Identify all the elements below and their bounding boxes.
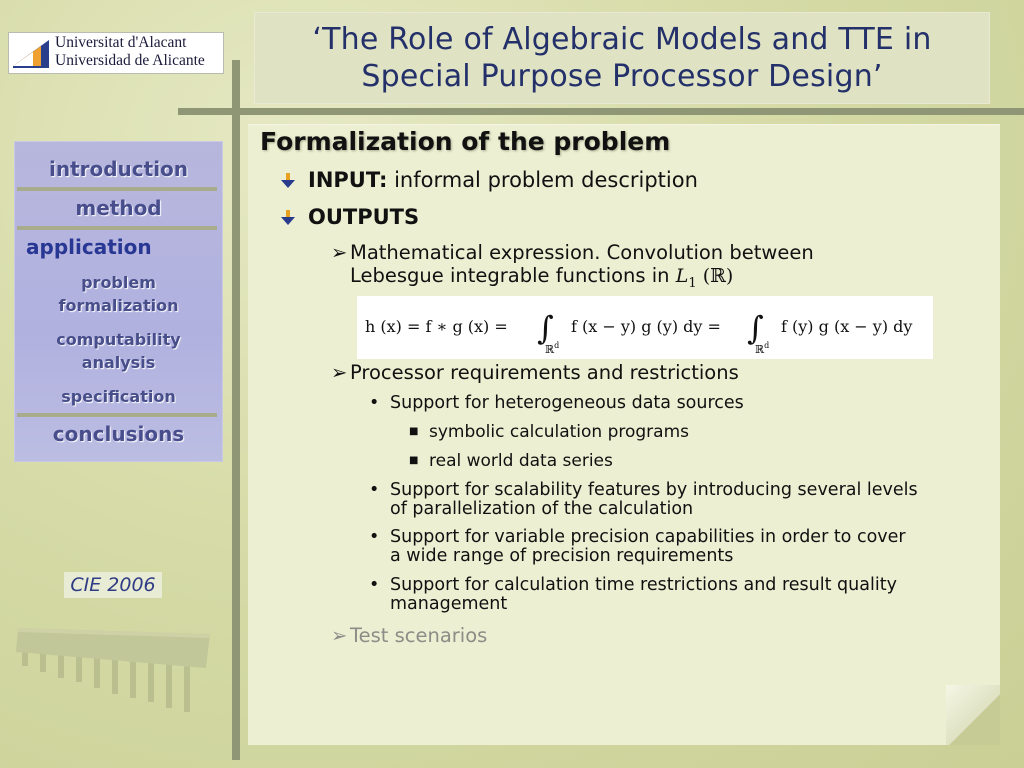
convolution-formula: [357, 296, 933, 359]
variable-precision-item: [390, 528, 906, 566]
hetero-sources-item: Support for heterogeneous data sources: [390, 393, 744, 413]
processor-requirements-item: Processor requirements and restrictions: [350, 361, 739, 384]
formula-integrand-1: f (x − y) g (y) dy =: [571, 317, 721, 336]
nav-formalization-label: formalization: [58, 296, 179, 315]
dot-bullet-icon: •: [369, 527, 380, 547]
section-heading: Formalization of the problem: [260, 127, 671, 156]
square-bullet-icon: ■: [409, 426, 419, 437]
scalability-item: [390, 481, 918, 519]
input-item: [308, 168, 698, 192]
dot-bullet-icon: •: [369, 393, 380, 413]
symbolic-programs-item: symbolic calculation programs: [429, 422, 690, 442]
space-letter: L: [675, 265, 689, 287]
formula-integrand-2: f (y) g (x − y) dy: [781, 317, 913, 336]
dot-bullet-icon: •: [369, 575, 380, 595]
math-expr-line-1: Mathematical expression. Convolution between: [350, 241, 814, 264]
space-reals: (ℝ): [702, 265, 734, 287]
test-scenarios-item: Test scenarios: [350, 624, 488, 647]
precision-line-1: Support for variable precision capabilities in order to cover: [390, 527, 906, 547]
integral-domain: ℝ: [755, 343, 765, 356]
input-label: INPUT:: [308, 168, 388, 192]
svg-text:ℝd: [545, 341, 559, 356]
nav-analysis-label: analysis: [81, 353, 156, 372]
chevron-right-icon: ➢: [331, 241, 348, 264]
nav-problem-formalization[interactable]: [15, 271, 222, 317]
integral-domain-exp: d: [764, 341, 770, 350]
integral-domain: ℝ: [545, 343, 555, 356]
dot-bullet-icon: •: [369, 480, 380, 500]
time-restrictions-item: [390, 576, 897, 614]
integral-sign: ∫: [537, 309, 554, 347]
math-expr-line-2: Lebesgue integrable functions in: [350, 264, 670, 287]
function-space: [675, 265, 734, 291]
nav-specification[interactable]: specification: [61, 387, 176, 406]
precision-line-2: a wide range of precision requirements: [390, 546, 734, 566]
page-fold: [946, 685, 1000, 745]
integral-sign: ∫: [747, 309, 764, 347]
time-line-2: management: [390, 594, 508, 614]
formula-lhs: h (x) = f ∗ g (x) =: [365, 317, 508, 336]
integral-domain-exp: d: [554, 341, 560, 350]
outputs-label: OUTPUTS: [308, 205, 420, 229]
nav-conclusions[interactable]: conclusions: [52, 422, 185, 446]
svg-text:ℝd: [755, 341, 769, 356]
nav-computability-analysis[interactable]: [15, 328, 222, 374]
nav-introduction[interactable]: introduction: [48, 157, 189, 181]
logo-line-1: Universitat d'Alacant: [55, 34, 187, 51]
time-line-1: Support for calculation time restrictions and result quality: [390, 575, 897, 595]
microchip-icon: [14, 618, 214, 728]
chevron-right-icon: ➢: [331, 624, 348, 647]
scalability-line-1: Support for scalability features by introducing several levels: [390, 480, 918, 500]
nav-separator: [17, 413, 217, 417]
conference-label: CIE 2006: [64, 572, 162, 598]
nav-separator: [17, 226, 217, 230]
arrow-bullet-icon: [281, 173, 295, 189]
chevron-right-icon: ➢: [331, 361, 348, 384]
arrow-bullet-icon: [281, 210, 295, 226]
nav-problem-label: problem: [81, 273, 156, 292]
nav-method[interactable]: method: [75, 196, 162, 220]
square-bullet-icon: ■: [409, 455, 419, 466]
content-panel: [248, 124, 1000, 745]
section-navigation: [14, 141, 223, 462]
university-logo: [8, 32, 224, 74]
space-subscript: 1: [688, 275, 697, 291]
scalability-line-2: of parallelization of the calculation: [390, 499, 694, 519]
university-emblem-icon: [11, 36, 51, 70]
title-box: [254, 12, 990, 104]
nav-computability-label: computability: [56, 330, 181, 349]
vertical-divider: [232, 60, 240, 760]
horizontal-divider: [178, 108, 1024, 115]
slide-title: ‘The Role of Algebraic Models and TTE in Special Purpose Processor Design’: [312, 22, 932, 94]
input-text: informal problem description: [387, 168, 698, 192]
math-expression-item: [350, 241, 814, 295]
real-world-series-item: real world data series: [429, 451, 613, 471]
nav-separator: [17, 187, 217, 191]
nav-application[interactable]: application: [26, 235, 152, 259]
logo-line-2: Universidad de Alicante: [55, 52, 205, 69]
